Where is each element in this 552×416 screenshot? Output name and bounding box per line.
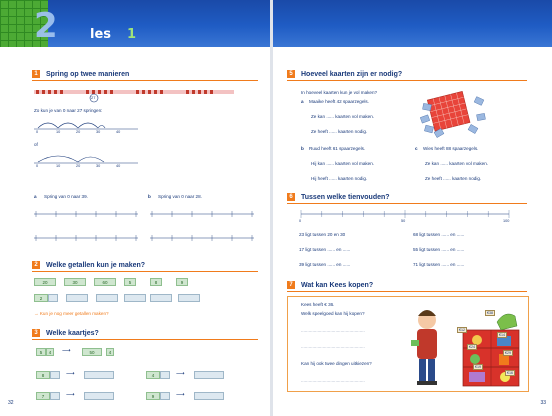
- q5-a-text: Maaike heeft 42 spaarzegels.: [309, 99, 370, 104]
- card-blank[interactable]: [50, 371, 60, 379]
- header-band-right: [273, 0, 552, 47]
- answer-blank[interactable]: [124, 294, 146, 302]
- card-tile[interactable]: 8: [36, 371, 50, 379]
- q7-line2: Welk speelgoed kan hij kopen?: [301, 311, 365, 316]
- number-tile[interactable]: 5: [124, 278, 136, 286]
- q5-a-letter: a: [301, 99, 304, 104]
- section-5-title: Hoeveel kaarten zijn er nodig?: [301, 70, 403, 78]
- bead-marker-label: 27: [91, 95, 96, 100]
- ruler-a-tick-4: 40: [116, 130, 121, 134]
- price-tag: €16: [507, 371, 513, 375]
- section-3-badge: 3: [32, 329, 40, 337]
- ruler-a-tick-0: 0: [36, 130, 39, 134]
- card-tile[interactable]: 9: [146, 392, 160, 400]
- price-tag: €38: [487, 311, 493, 315]
- answer-blank[interactable]: [48, 294, 58, 302]
- q6-3: 39 ligt tussen ...... en ......: [299, 262, 351, 267]
- ruler-tick-50: 50: [401, 219, 406, 223]
- right-page: [273, 0, 552, 416]
- ruler-tick-0: 0: [299, 219, 302, 223]
- bead-string: [34, 84, 239, 106]
- q5-a-line1: Ze kan ...... kaarten vol maken.: [311, 114, 375, 119]
- task-a-text: Spring van 0 naar 39.: [44, 194, 88, 199]
- card-blank[interactable]: [84, 371, 114, 379]
- price-tag: €12: [459, 328, 465, 332]
- card-tile[interactable]: 50: [82, 348, 102, 356]
- q6-5: 55 ligt tussen ...... en ......: [413, 247, 465, 252]
- section-7-header: [287, 281, 373, 289]
- section-6-badge: 6: [287, 193, 295, 201]
- page-number-left: 32: [8, 400, 14, 406]
- q5-b-text: Ruud heeft 61 spaarzegels.: [309, 146, 366, 151]
- answer-line[interactable]: ..................................................: [301, 378, 365, 383]
- q5-b-line2: Hij heeft ...... kaarten nodig.: [311, 176, 368, 181]
- jump-diagram-1: [34, 116, 144, 136]
- task-b-text: Spring van 0 naar 28.: [158, 194, 202, 199]
- price-tag: €24: [469, 345, 475, 349]
- section-3-title: Welke kaartjes?: [46, 329, 99, 337]
- card-tile[interactable]: 4: [146, 371, 160, 379]
- answer-blank[interactable]: [178, 294, 200, 302]
- jump-diagram-2: [34, 150, 144, 170]
- task-b-letter: b: [148, 194, 151, 199]
- q5-c-line1: Ze kan ...... kaarten vol maken.: [425, 161, 489, 166]
- les-label: les: [90, 27, 112, 42]
- card-tile[interactable]: 4: [46, 348, 54, 356]
- section-6-title: Tussen welke tienvouden?: [301, 193, 390, 201]
- stamp-cards-illustration: [419, 86, 489, 138]
- les-number: 1: [127, 27, 137, 42]
- q6-2: 17 ligt tussen ...... en ......: [299, 247, 351, 252]
- ruler-b-tick-1: 10: [56, 164, 61, 168]
- card-blank[interactable]: [160, 371, 170, 379]
- ruler-a-tick-1: 10: [56, 130, 61, 134]
- section-2-badge: 2: [32, 261, 40, 269]
- answer-blank[interactable]: [150, 294, 172, 302]
- ruler-a-tick-2: 20: [76, 130, 81, 134]
- left-page: [0, 0, 270, 416]
- q6-6: 71 ligt tussen ...... en ......: [413, 262, 465, 267]
- number-tile[interactable]: 8: [150, 278, 162, 286]
- card-blank[interactable]: [194, 392, 224, 400]
- number-tile[interactable]: 30: [64, 278, 86, 286]
- arrow-icon: ⟶: [66, 371, 75, 377]
- section-5-badge: 5: [287, 70, 295, 78]
- section-6-header: [287, 193, 390, 201]
- q5-c-text: Wies heeft 88 spaarzegels.: [423, 146, 479, 151]
- card-blank[interactable]: [160, 392, 170, 400]
- q5-a-line2: Ze heeft ...... kaarten nodig.: [311, 129, 368, 134]
- section-3-line: [32, 339, 258, 340]
- section-2-header: [32, 261, 145, 269]
- q5-b-line1: Hij kan ...... kaarten vol maken.: [311, 161, 375, 166]
- number-tile[interactable]: 20: [34, 278, 56, 286]
- of-label: of: [34, 142, 38, 147]
- ruler-a-tick-3: 30: [96, 130, 101, 134]
- number-tile[interactable]: 9: [176, 278, 188, 286]
- arrow-icon: ⟶: [176, 392, 185, 398]
- answer-line[interactable]: ..................................................: [301, 344, 365, 349]
- section-5-intro: In hoeveel kaarten kun je vol maken?: [301, 90, 378, 95]
- arrow-icon: ⟶: [66, 392, 75, 398]
- section-2-line: [32, 271, 258, 272]
- q5-b-letter: b: [301, 146, 304, 151]
- q6-4: 68 ligt tussen ...... en ......: [413, 232, 465, 237]
- ruler-b-tick-4: 40: [116, 164, 121, 168]
- empty-number-lines: [34, 208, 264, 248]
- section-5-line: [287, 80, 527, 81]
- task-a-letter: a: [34, 194, 37, 199]
- section-1-header: [32, 70, 129, 78]
- section-5-header: [287, 70, 402, 78]
- q6-1: 23 ligt tussen 20 en 30: [299, 232, 346, 237]
- card-blank[interactable]: [84, 392, 114, 400]
- card-blank[interactable]: [50, 392, 60, 400]
- section-7-badge: 7: [287, 281, 295, 289]
- card-tile[interactable]: 5: [36, 348, 46, 356]
- card-blank[interactable]: [194, 371, 224, 379]
- answer-tile-start[interactable]: 2: [34, 294, 48, 302]
- toy-shop-illustration: [405, 300, 523, 390]
- ruler-b-tick-0: 0: [36, 164, 39, 168]
- section-1-intro: Zo kun je van 0 naar 27 springen:: [34, 108, 103, 113]
- card-tile[interactable]: 4: [106, 348, 114, 356]
- page-number-right: 33: [540, 400, 546, 406]
- section-7-line: [287, 291, 527, 292]
- q7-line3: Kan hij ook twee dingen uitkiezen?: [301, 361, 372, 366]
- answer-blank[interactable]: [66, 294, 88, 302]
- number-tile[interactable]: 60: [94, 278, 116, 286]
- section-7-title: Wat kan Kees kopen?: [301, 281, 374, 289]
- section-1-line: [32, 80, 258, 81]
- arrow-icon: ⟶: [62, 348, 71, 354]
- ruler-tick-100: 100: [503, 219, 510, 223]
- hundred-ruler: [299, 208, 513, 220]
- section-2-title: Welke getallen kun je maken?: [46, 261, 146, 269]
- answer-blank[interactable]: [96, 294, 118, 302]
- section-1-title: Spring op twee manieren: [46, 70, 130, 78]
- arrow-icon: ⟶: [176, 371, 185, 377]
- q7-line1: Kees heeft € 36.: [301, 302, 335, 307]
- price-tag: €19: [475, 365, 481, 369]
- more-numbers-hint: → Kun je nog meer getallen maken?: [34, 311, 109, 316]
- q5-c-line2: Ze heeft ...... kaarten nodig.: [425, 176, 482, 181]
- section-1-badge: 1: [32, 70, 40, 78]
- price-tag: €29: [505, 351, 511, 355]
- price-tag: €14: [499, 333, 505, 337]
- ruler-b-tick-3: 30: [96, 164, 101, 168]
- answer-line[interactable]: ..................................................: [301, 328, 365, 333]
- chapter-number: 2: [34, 6, 58, 46]
- section-6-line: [287, 203, 527, 204]
- q5-c-letter: c: [415, 146, 418, 151]
- ruler-b-tick-2: 20: [76, 164, 81, 168]
- section-3-header: [32, 329, 99, 337]
- card-tile[interactable]: 7: [36, 392, 50, 400]
